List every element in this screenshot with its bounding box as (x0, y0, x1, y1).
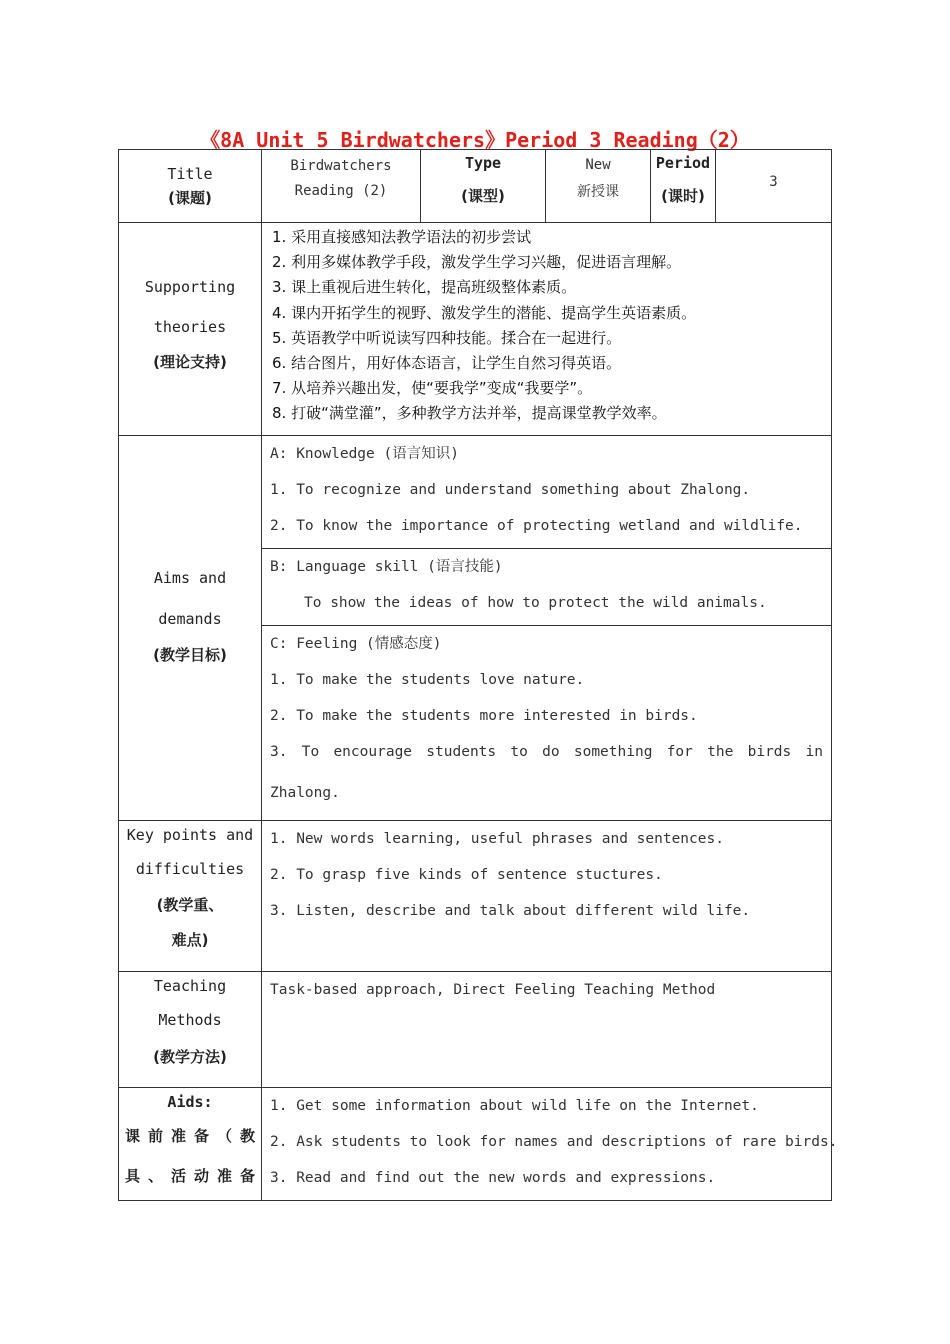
title-label-cell (119, 150, 262, 223)
keypoints-label-line2: difficulties (135, 860, 245, 878)
list-item: 2. 利用多媒体教学手段，激发学生学习兴趣，促进语言理解。 (272, 253, 682, 272)
aids-label-line1: Aids: (167, 1093, 213, 1111)
period-label-cn: (课时) (661, 187, 705, 205)
methods-label-line1: Teaching (153, 977, 227, 995)
methods-content-cell (262, 972, 832, 1088)
list-item: 1. New words learning, useful phrases and sentences. (270, 831, 724, 847)
supporting-list (262, 223, 831, 427)
aims-knowledge-cell (262, 436, 832, 549)
list-item: 7. 从培养兴趣出发，使“要我学”变成“我要学”。 (272, 379, 593, 398)
supporting-label-line1: Supporting (144, 278, 236, 296)
methods-label-cn: (教学方法) (153, 1048, 227, 1066)
list-item: 3. To encourage students to do something for the birds in (270, 744, 823, 760)
title-value-line1: Birdwatchers (290, 158, 392, 174)
feeling-heading: C: Feeling (情感态度) (270, 636, 442, 652)
list-item: 1. 采用直接感知法教学语法的初步尝试 (272, 228, 532, 246)
aids-label-line3: 具、活动准备 (125, 1167, 255, 1185)
list-item: Zhalong. (270, 785, 340, 801)
list-item: 2. To make the students more interested in birds. (270, 708, 698, 724)
list-item: 2. To know the importance of protecting wetland and wildlife. (270, 518, 803, 534)
aims-feeling-cell (262, 626, 832, 821)
period-label: Period (655, 154, 711, 172)
period-value: 3 (769, 174, 778, 190)
period-label-cell (651, 150, 716, 223)
aids-label-line2: 课前准备（教 (125, 1127, 255, 1145)
methods-label-line2: Methods (158, 1011, 222, 1029)
list-item: 3. 课上重视后进生转化，提高班级整体素质。 (272, 278, 577, 297)
supporting-label-cn: (理论支持) (153, 353, 227, 371)
methods-value: Task-based approach, Direct Feeling Teaching Method (270, 982, 716, 998)
list-item: To show the ideas of how to protect the wild animals. (304, 595, 767, 611)
list-item: 5. 英语教学中听说读写四种技能。揉合在一起进行。 (272, 328, 622, 347)
title-value-line2: Reading (2) (294, 183, 388, 199)
lesson-plan-table (118, 149, 838, 1201)
keypoints-label-cn1: (教学重、 (156, 896, 224, 914)
aids-content-cell (262, 1088, 838, 1201)
list-item: 6. 结合图片，用好体态语言，让学生自然习得英语。 (272, 354, 622, 373)
aims-label-cn: (教学目标) (153, 646, 227, 664)
aims-skill-cell (262, 549, 832, 626)
aims-label-line1: Aims and (153, 569, 227, 587)
list-item: 4. 课内开拓学生的视野、激发学生的潜能、提高学生英语素质。 (272, 303, 697, 322)
period-value-cell (716, 150, 832, 223)
type-value-line1: New (585, 157, 611, 173)
aims-label-line2: demands (158, 610, 222, 628)
list-item: 3. Read and find out the new words and expressions. (270, 1170, 716, 1186)
type-value-cell (546, 150, 651, 223)
supporting-label-line2: theories (153, 318, 227, 336)
title-value-cell (262, 150, 421, 223)
type-value-line2: 新授课 (577, 184, 619, 200)
list-item: 1. To recognize and understand something about Zhalong. (270, 482, 751, 498)
title-label-cn: (课题) (168, 189, 212, 207)
document-title: 《8A Unit 5 Birdwatchers》Period 3 Reading（2） (200, 128, 750, 152)
knowledge-heading: A: Knowledge (语言知识) (270, 446, 459, 462)
keypoints-label-cell (119, 821, 262, 972)
type-label-cell (421, 150, 546, 223)
list-item: 8. 打破“满堂灌”，多种教学方法并举，提高课堂教学效率。 (272, 404, 667, 423)
title-label: Title (167, 165, 213, 183)
keypoints-content-cell (262, 821, 832, 972)
list-item: 1. Get some information about wild life on the Internet. (270, 1098, 759, 1114)
methods-label-cell (119, 972, 262, 1088)
keypoints-label-cn2: 难点) (171, 931, 209, 949)
list-item: 2. To grasp five kinds of sentence stuctures. (270, 867, 663, 883)
list-item: 1. To make the students love nature. (270, 672, 585, 688)
supporting-label-cell (119, 223, 262, 436)
aims-label-cell (119, 436, 262, 821)
type-label: Type (464, 154, 502, 172)
aids-label-cell (119, 1088, 262, 1201)
supporting-content-cell (262, 223, 832, 436)
list-item: 3. Listen, describe and talk about different wild life. (270, 903, 751, 919)
skill-heading: B: Language skill (语言技能) (270, 559, 503, 575)
list-item: 2. Ask students to look for names and descriptions of rare birds. (270, 1134, 838, 1150)
type-label-cn: (课型) (461, 187, 505, 205)
keypoints-label-line1: Key points and (126, 826, 254, 844)
